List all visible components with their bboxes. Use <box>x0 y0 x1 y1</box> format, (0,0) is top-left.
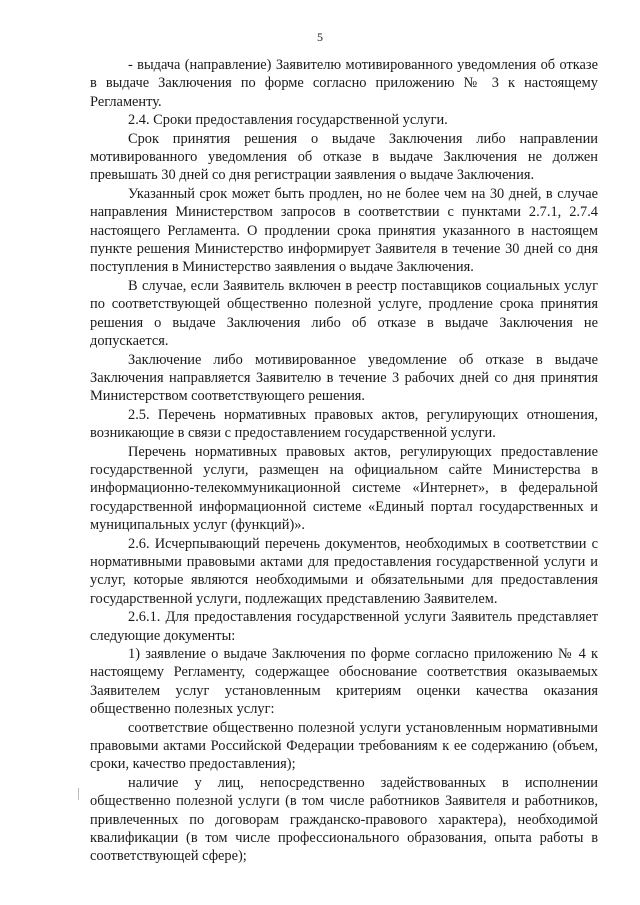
paragraph-deadline-extension: Указанный срок может быть продлен, но не более чем на 30 дней, в случае направления Министерством запросов в соответствии с пунктами 2.7.1, 2.7.4 настоящего Регламента. О продлении срока принятия указанного в настоящем пункте решения Министерство информирует Заявителя в течение 30 дней со дня поступления в Министерство заявления о выдаче Заключения. <box>90 185 598 276</box>
paragraph-criterion-compliance: соответствие общественно полезной услуги установленным нормативными правовыми актами Российской Федерации требованиям к ее содержанию (объем, сроки, качество предоставления); <box>90 719 598 773</box>
document-body <box>90 56 598 866</box>
page-number: 5 <box>317 30 323 44</box>
paragraph-decision-deadline: Срок принятия решения о выдаче Заключения либо направлении мотивированного уведомления об отказе в выдаче Заключения не должен превышать 30 дней со дня регистрации заявления о выдаче Заключения. <box>90 130 598 184</box>
paragraph-legal-acts-list: Перечень нормативных правовых актов, регулирующих предоставление государственной услуги, размещен на официальном сайте Министерства в информационно-телекоммуникационной системе «Интернет», в федеральной государственной информационной системе «Единый портал государственных и муниципальных услуг (функций)». <box>90 443 598 534</box>
section-2-4-heading: 2.4. Сроки предоставления государственной услуги. <box>128 112 448 129</box>
paragraph-criterion-qualification: наличие у лиц, непосредственно задействованных в исполнении общественно полезной услуги (в том числе работников Заявителя и работников, привлеченных по договорам гражданско-правового характера), необходимой квалификации (в том числе профессионального образования, опыта работы в соответствующей сфере); <box>90 774 598 865</box>
paragraph-sending-conclusion: Заключение либо мотивированное уведомление об отказе в выдаче Заключения направляется Заявителю в течение 3 рабочих дней со дня принятия Министерством соответствующего решения. <box>90 351 598 405</box>
paragraph-registry-case: В случае, если Заявитель включен в реестр поставщиков социальных услуг по соответствующей общественно полезной услуге, продление срока принятия решения о выдаче Заключения либо об отказе в выдаче Заключения не допускается. <box>90 277 598 350</box>
section-2-6-heading: 2.6. Исчерпывающий перечень документов, необходимых в соответствии с нормативными правовыми актами для предоставления государственной услуги и услуг, которые являются необходимыми и обязательными для предоставления государственной услуги, подлежащих представлению Заявителем. <box>90 535 598 607</box>
list-item-application: 1) заявление о выдаче Заключения по форме согласно приложению № 4 к настоящему Регламенту, содержащее обоснование соответствия оказываемых Заявителем услуг установленным критериям оценки качества оказания общественно полезных услуг: <box>90 646 598 718</box>
paragraph-issue-refusal: - выдача (направление) Заявителю мотивированного уведомления об отказе в выдаче Заключения по форме согласно приложению № 3 к настоящему Регламенту. <box>90 57 598 110</box>
section-2-5-heading: 2.5. Перечень нормативных правовых актов, регулирующих отношения, возникающие в связи с предоставлением государственной услуги. <box>90 406 598 442</box>
margin-mark <box>78 788 79 800</box>
section-2-6-1-heading: 2.6.1. Для предоставления государственной услуги Заявитель представляет следующие документы: <box>90 609 598 644</box>
